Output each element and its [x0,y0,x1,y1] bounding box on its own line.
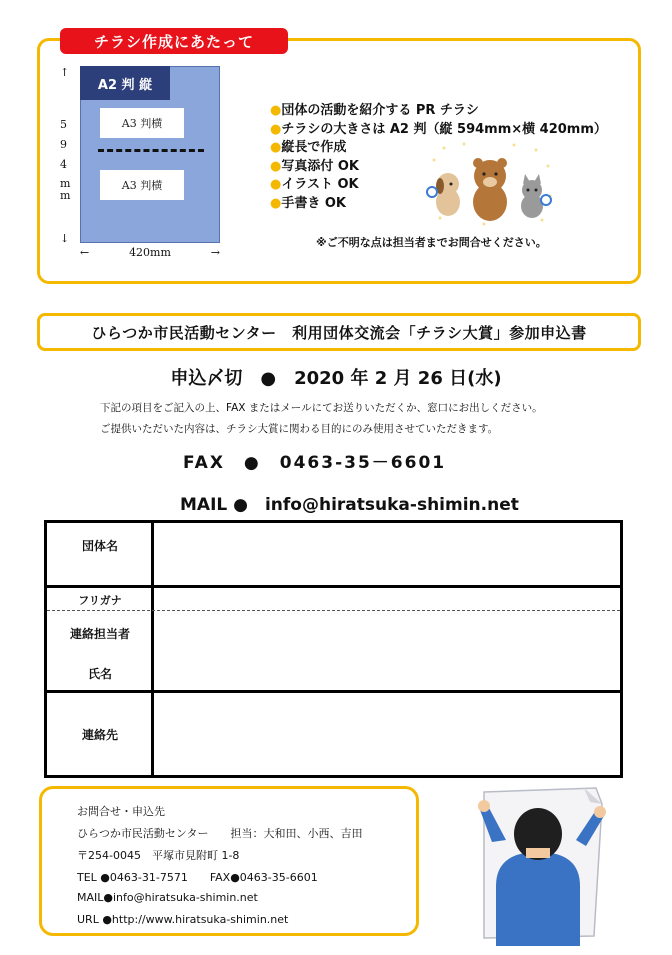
contact-url: URL ●http://www.hiratsuka-shimin.net [77,913,289,926]
list-item: ●チラシの大きさは A2 判（縦 594mm×横 420mm） [270,121,607,137]
fax-number: FAX ● 0463-35－6601 [183,453,447,473]
bullet-icon: ● [270,177,282,192]
page-title: ひらつか市民活動センター 利用団体交流会「チラシ大賞」参加申込書 [37,313,641,351]
height-char-2: 9 [60,138,67,151]
contact-info-label: 連絡先 [81,728,118,742]
a3-top-label: A3 判横 [100,108,184,138]
bullet-icon: ● [270,121,282,137]
list-item: ●縦長で作成 [270,140,347,155]
contact-address: 〒254-0045 平塚市見附町 1-8 [77,849,240,862]
bullet-icon: ● [270,140,282,155]
list-item: ●写真添付 OK [270,158,359,174]
contact-email: MAIL●info@hiratsuka-shimin.net [77,891,258,904]
furigana-row[interactable] [47,588,620,611]
deadline: 申込〆切 ● 2020 年 2 月 26 日(水) [170,368,502,389]
intro-line-1: 下記の項目をご記入の上、FAX またはメールにてお送りいただくか、窓口にお出しください。 [100,402,543,414]
group-name-row[interactable] [47,523,620,588]
inquiry-note: ※ご不明な点は担当者までお問合せください。 [316,236,547,249]
width-label: 420mm [129,246,171,259]
contact-heading: お問合せ・申込先 [77,805,165,818]
contact-person-row[interactable] [47,611,620,693]
animals-illustration-icon [424,140,556,228]
person-name-label: 氏名 [87,667,112,681]
a3-bottom-label: A3 判横 [100,170,184,200]
right-arrow-icon: → [210,246,220,259]
person-holding-poster-icon [466,786,616,946]
height-char-4: m [60,177,71,190]
contact-person-label: 連絡担当者 [69,627,130,641]
bullet-icon: ● [270,158,282,174]
width-dimension [80,246,220,259]
height-char-3: 4 [60,158,67,171]
flyer-info-title: チラシ作成にあたって [60,28,288,54]
contact-phone: TEL ●0463-31-7571 FAX●0463-35-6601 [77,871,318,884]
a2-label: A2 判 縦 [80,66,170,100]
contact-center: ひらつか市民活動センター 担当：大和田、小西、吉田 [77,827,363,840]
mail-address: MAIL ● info@hiratsuka-shimin.net [180,495,519,515]
list-item: ●手書き OK [270,195,346,211]
contact-box [39,786,419,936]
list-item: ●団体の活動を紹介する PR チラシ [270,103,479,118]
intro-line-2: ご提供いただいた内容は、チラシ大賞に関わる目的にのみ使用させていただきます。 [100,423,499,435]
application-form [44,520,623,778]
contact-info-row[interactable] [47,693,620,775]
up-arrow-icon: ↑ [60,66,70,79]
bullet-icon: ● [270,103,282,118]
bullet-icon: ● [270,195,282,211]
height-char-1: 5 [60,118,67,131]
list-item: ●イラスト OK [270,177,359,192]
furigana-label: フリガナ [78,594,122,607]
group-name-label: 団体名 [81,539,118,553]
down-arrow-icon: ↓ [60,232,70,245]
fold-line [98,149,204,152]
left-arrow-icon: ← [80,246,90,259]
height-char-5: m [60,189,71,202]
